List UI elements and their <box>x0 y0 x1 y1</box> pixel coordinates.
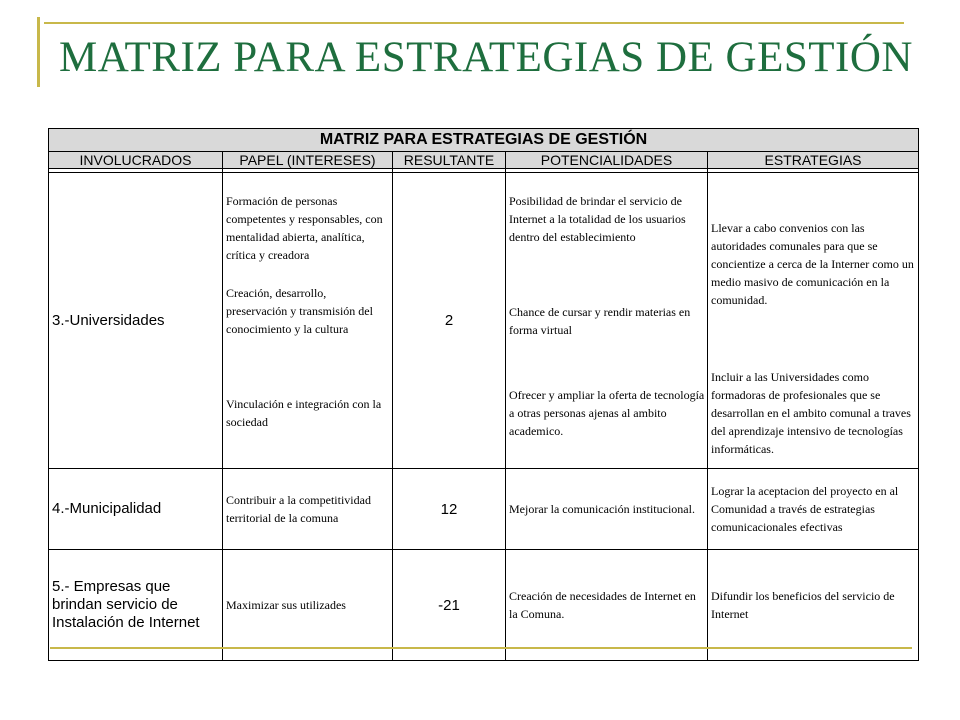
papel-text: Vinculación e integración con la sociedad <box>226 397 382 429</box>
header-papel: PAPEL (INTERESES) <box>223 152 393 169</box>
decor-horizontal-line <box>44 22 904 24</box>
potencialidades-cell: Creación de necesidades de Internet en la Comuna. <box>506 550 708 661</box>
header-potencialidades: POTENCIALIDADES <box>506 152 708 169</box>
potencialidad-text: Posibilidad de brindar el servicio de Internet a la totalidad de los usuarios dentro del establecimiento <box>509 194 686 244</box>
papel-text: Creación, desarrollo, preservación y transmisión del conocimiento y la cultura <box>226 286 373 336</box>
potencialidades-cell: Mejorar la comunicación institucional. <box>506 469 708 550</box>
header-estrategias: ESTRATEGIAS <box>708 152 919 169</box>
actor-cell: 4.-Municipalidad <box>49 469 223 550</box>
estrategia-text: Llevar a cabo convenios con las autoridades comunales para que se concientize a cerca de la Interner como un medio masivo de comunicación en la comunidad. <box>711 221 914 307</box>
resultante-cell: 12 <box>393 469 506 550</box>
decor-bottom-line <box>50 647 912 649</box>
papel-cell <box>223 173 393 469</box>
table-title: MATRIZ PARA ESTRATEGIAS DE GESTIÓN <box>49 129 919 152</box>
estrategia-text: Incluir a las Universidades como formadoras de profesionales que se desarrollan en el ambito comunal a traves del aprendizaje intensivo de tecnologías informáticas. <box>711 370 911 456</box>
resultante-cell: -21 <box>393 550 506 661</box>
strategy-matrix-table <box>48 128 919 661</box>
papel-cell: Maximizar sus utilizades <box>223 550 393 661</box>
header-involucrados: INVOLUCRADOS <box>49 152 223 169</box>
estrategias-cell: Difundir los beneficios del servicio de Internet <box>708 550 919 661</box>
estrategias-cell: Lograr la aceptacion del proyecto en al Comunidad a través de estrategias comunicacionales efectivas <box>708 469 919 550</box>
potencialidades-cell <box>506 173 708 469</box>
potencialidad-text: Ofrecer y ampliar la oferta de tecnología a otras personas ajenas al ambito academico. <box>509 388 705 438</box>
estrategias-cell <box>708 173 919 469</box>
table-row <box>49 173 919 469</box>
actor-cell: 3.-Universidades <box>49 173 223 469</box>
table-row <box>49 550 919 661</box>
actor-cell: 5.- Empresas que brindan servicio de Instalación de Internet <box>49 550 223 661</box>
table-row <box>49 469 919 550</box>
header-resultante: RESULTANTE <box>393 152 506 169</box>
decor-vertical-line <box>37 17 40 87</box>
potencialidad-text: Chance de cursar y rendir materias en forma virtual <box>509 305 691 337</box>
papel-text: Formación de personas competentes y responsables, con mentalidad abierta, analítica, crítica y creadora <box>226 194 383 262</box>
papel-cell: Contribuir a la competitividad territorial de la comuna <box>223 469 393 550</box>
resultante-cell: 2 <box>393 173 506 469</box>
slide-title: MATRIZ PARA ESTRATEGIAS DE GESTIÓN <box>59 34 913 81</box>
